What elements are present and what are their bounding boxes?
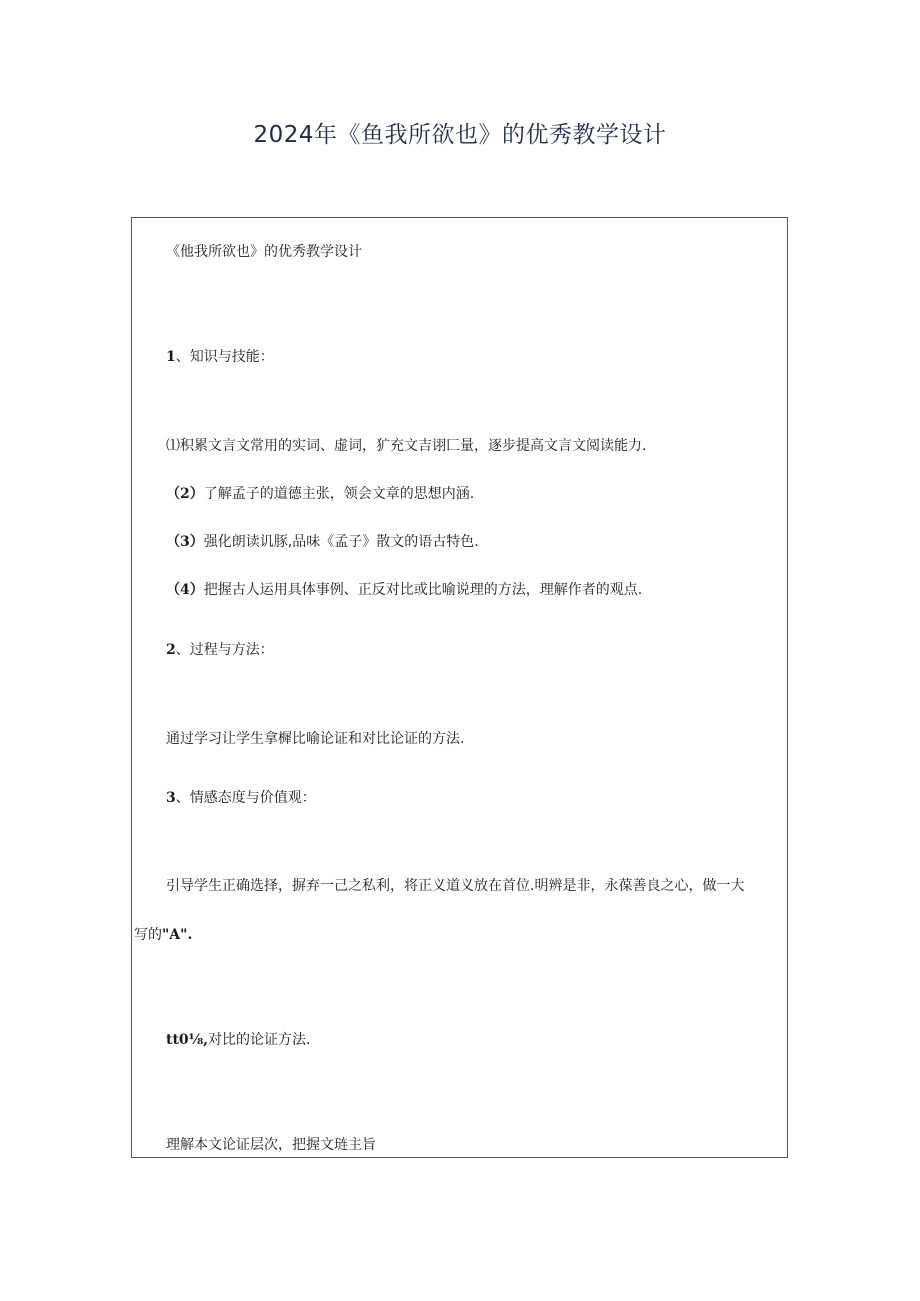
values-text-line-1: 引导学生正确选择，摒弃一己之私利，将正义道义放在首位.明辨是非，永葆善良之心，做一大 <box>166 878 745 894</box>
document-title: 2024年《鱼我所欲也》的优秀教学设计 <box>253 122 667 148</box>
item-text: 强化朗读讥豚,品味《孟子》散文的语古特色. <box>203 534 479 550</box>
key-point-line <box>166 1030 311 1050</box>
box-subtitle: 《他我所欲也》的优秀教学设计 <box>166 244 362 260</box>
item-number: （3） <box>166 534 204 550</box>
section-label: 、情感态度与价值观： <box>175 790 316 806</box>
key-point-text: 对比的论证方法. <box>208 1032 311 1048</box>
item-text: 了解孟子的道德主张，领会文章的思想内涵. <box>203 486 475 502</box>
objective-item-4 <box>166 580 642 600</box>
section-number: 2 <box>166 642 176 658</box>
values-text-line-2 <box>134 925 192 945</box>
objective-item-1: ⑴积累文言文常用的实词、虚词，犷充文吉诩匚量，逐步提高文言文阅读能力. <box>166 438 647 454</box>
section-label: 、知识与技能： <box>175 349 274 365</box>
objective-item-3 <box>166 532 479 552</box>
section-values-heading <box>166 788 316 808</box>
section-label: 、过程与方法： <box>175 642 274 658</box>
values-text: 写的 <box>134 927 162 943</box>
item-text: 把握古人运用具体事例、正反对比或比喻说理的方法，理解作者的观点. <box>203 582 643 598</box>
key-point-prefix: tt0⅛, <box>166 1032 209 1048</box>
section-process-heading <box>166 640 274 660</box>
item-number: （2） <box>166 486 204 502</box>
method-text: 通过学习让学生拿樨比喻论证和对比论证的方法. <box>166 731 465 747</box>
section-knowledge-heading <box>166 347 274 367</box>
section-number: 3 <box>166 790 176 806</box>
difficulty-line: 理解本文论证层次，把握文琏主旨 <box>166 1137 376 1153</box>
item-number: （4） <box>166 582 204 598</box>
content-box <box>131 217 788 1158</box>
section-number: 1 <box>166 349 176 365</box>
objective-item-2 <box>166 484 474 504</box>
values-quote: "A". <box>162 927 193 943</box>
